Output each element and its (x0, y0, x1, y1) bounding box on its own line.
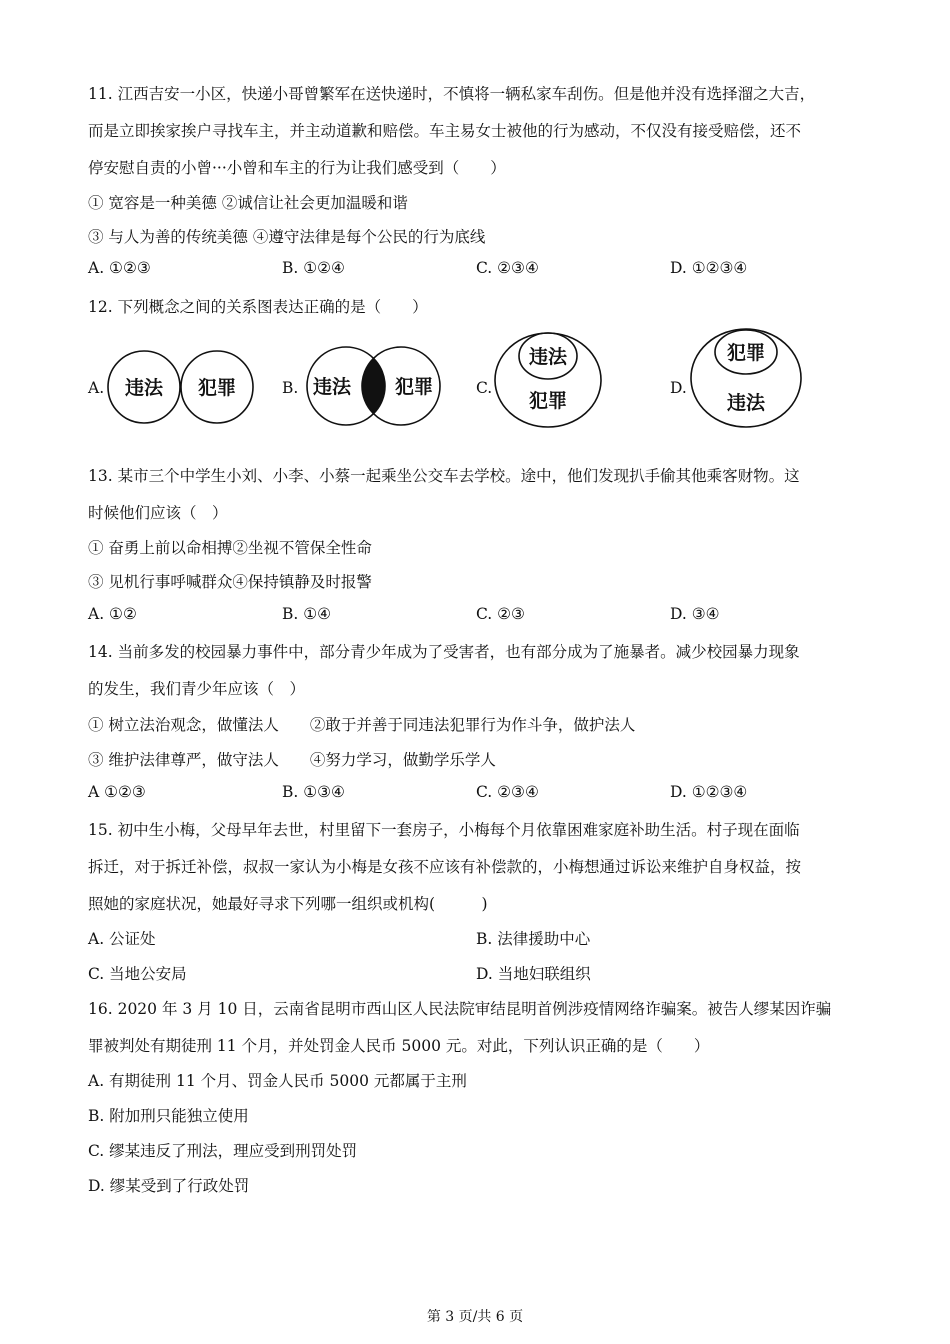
crime-term: 犯罪 (394, 376, 434, 398)
q11-option-b: B. ①②④ (282, 259, 345, 277)
q12-diagram-d (688, 327, 804, 429)
q13-option-c: C. ②③ (476, 605, 525, 623)
q12-option-d-label: D. (670, 379, 687, 397)
q16-option-c: C. 缪某违反了刑法，理应受到刑罚处罚 (88, 1142, 358, 1160)
q15-stem-line-2: 拆迁，对于拆迁补偿，叔叔一家认为小梅是女孩不应该有补偿款的，小梅想通过诉讼来维护自身权益，按 (88, 858, 802, 876)
q11-stem-line-1: 11. 江西吉安一小区，快递小哥曾繁军在送快递时，不慎将一辆私家车刮伤。但是他并没有选择溜之大吉， (88, 85, 816, 103)
q14-option-d: D. ①②③④ (670, 783, 748, 801)
crime-term: 犯罪 (528, 390, 568, 412)
q12-diagram-a (105, 345, 255, 430)
q15-option-c: C. 当地公安局 (88, 965, 187, 983)
crime-term: 犯罪 (197, 377, 237, 399)
q11-stem-line-3: 停安慰自责的小曾···小曾和车主的行为让我们感受到（ ） (88, 159, 506, 177)
q12-option-b-label: B. (282, 379, 299, 397)
q14-statement-2: ③ 维护法律尊严，做守法人 ④努力学习，做勤学乐学人 (88, 751, 496, 769)
q11-statement-2: ③ 与人为善的传统美德 ④遵守法律是每个公民的行为底线 (88, 228, 486, 246)
q16-option-b: B. 附加刑只能独立使用 (88, 1107, 249, 1125)
q14-stem-line-2: 的发生，我们青少年应该（ ） (88, 680, 306, 698)
q14-statement-1: ① 树立法治观念，做懂法人 ②敢于并善于同违法犯罪行为作斗争，做护法人 (88, 716, 636, 734)
q13-statement-1: ① 奋勇上前以命相搏②坐视不管保全性命 (88, 539, 372, 557)
q12-option-a-label: A. (88, 379, 105, 397)
q15-option-a: A. 公证处 (88, 930, 156, 948)
q13-option-b: B. ①④ (282, 605, 332, 623)
q15-option-d: D. 当地妇联组织 (476, 965, 591, 983)
q13-statement-2: ③ 见机行事呼喊群众④保持镇静及时报警 (88, 573, 372, 591)
q11-option-d: D. ①②③④ (670, 259, 748, 277)
q11-statement-1: ① 宽容是一种美德 ②诚信让社会更加温暖和谐 (88, 194, 408, 212)
q14-option-c: C. ②③④ (476, 783, 539, 801)
q16-option-d: D. 缪某受到了行政处罚 (88, 1177, 250, 1195)
illegal-term: 违法 (528, 346, 568, 368)
q14-stem-line-1: 14. 当前多发的校园暴力事件中，部分青少年成为了受害者，也有部分成为了施暴者。减少校园暴力现象 (88, 643, 800, 661)
q12-diagram-b (304, 342, 446, 432)
q12-diagram-c (493, 330, 605, 430)
illegal-term: 违法 (312, 376, 352, 398)
q16-option-a: A. 有期徒刑 11 个月、罚金人民币 5000 元都属于主刑 (88, 1072, 467, 1090)
q13-option-d: D. ③④ (670, 605, 720, 623)
illegal-term: 违法 (726, 392, 766, 414)
q16-stem-line-1: 16. 2020 年 3 月 10 日，云南省昆明市西山区人民法院审结昆明首例涉疫情网络诈骗案。被告人缪某因诈骗 (88, 1000, 832, 1018)
crime-term: 犯罪 (726, 342, 766, 364)
q16-stem-line-2: 罪被判处有期徒刑 11 个月，并处罚金人民币 5000 元。对此，下列认识正确的是（ ） (88, 1037, 710, 1055)
q12-stem: 12. 下列概念之间的关系图表达正确的是（ ） (88, 298, 428, 316)
illegal-term: 违法 (124, 377, 164, 399)
q12-option-c-label: C. (476, 379, 493, 397)
page-number: 第 3 页/共 6 页 (426, 1309, 524, 1325)
q13-stem-line-1: 13. 某市三个中学生小刘、小李、小蔡一起乘坐公交车去学校。途中，他们发现扒手偷其他乘客财物。这 (88, 467, 800, 485)
q15-stem-line-1: 15. 初中生小梅，父母早年去世，村里留下一套房子，小梅每个月依靠困难家庭补助生活。村子现在面临 (88, 821, 800, 839)
q13-option-a: A. ①② (88, 605, 137, 623)
q13-stem-line-2: 时候他们应该（ ） (88, 504, 228, 522)
q14-option-b: B. ①③④ (282, 783, 345, 801)
q15-stem-line-3: 照她的家庭状况，她最好寻求下列哪一组织或机构( ) (88, 895, 488, 913)
q14-option-a: A ①②③ (88, 783, 146, 801)
q11-option-a: A. ①②③ (88, 259, 151, 277)
q11-option-c: C. ②③④ (476, 259, 539, 277)
q11-stem-line-2: 而是立即挨家挨户寻找车主，并主动道歉和赔偿。车主易女士被他的行为感动，不仅没有接受赔偿，还不 (88, 122, 802, 140)
q15-option-b: B. 法律援助中心 (476, 930, 591, 948)
